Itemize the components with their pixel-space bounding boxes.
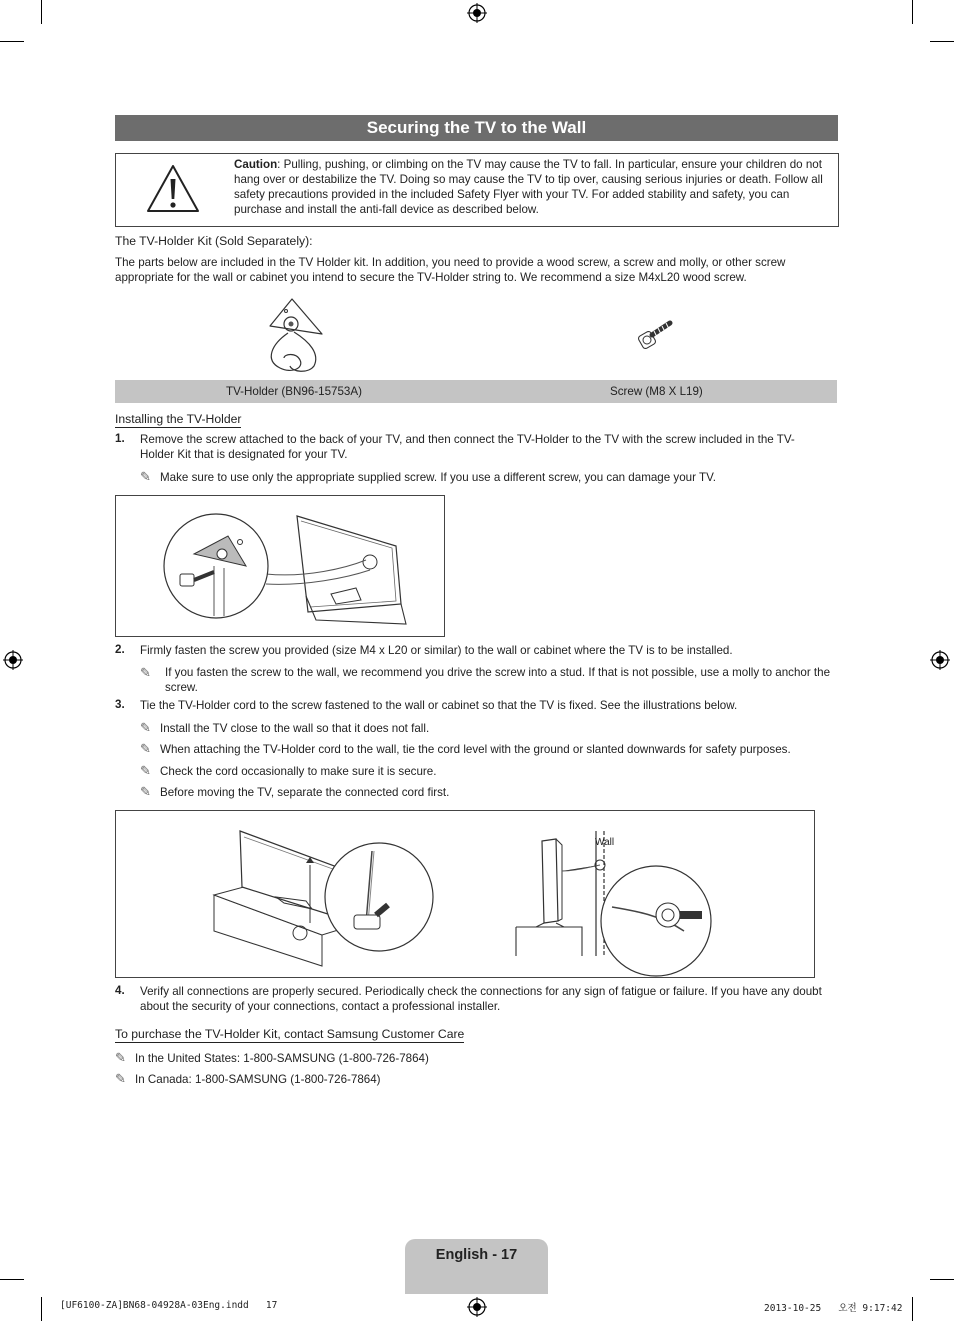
note-text: Make sure to use only the appropriate supplied screw. If you use a different screw, you can damage your TV. xyxy=(160,471,716,484)
note xyxy=(140,784,837,800)
figure-attach-holder xyxy=(115,495,445,637)
part-label-holder: TV-Holder (BN96-15753A) xyxy=(226,385,362,398)
installing-heading-text: Installing the TV-Holder xyxy=(115,412,242,426)
note xyxy=(140,665,837,695)
note-text: In the United States: 1-800-SAMSUNG (1-800-726-7864) xyxy=(135,1052,429,1065)
note xyxy=(140,469,837,485)
wall-label: Wall xyxy=(595,837,615,848)
figure-1-drawing xyxy=(116,496,444,636)
pencil-note-icon: ✎ xyxy=(140,469,151,484)
step-text: Tie the TV-Holder cord to the screw fastened to the wall or cabinet so that the TV is fixed. See the illustrations below. xyxy=(140,699,738,712)
crop-mark xyxy=(930,41,954,42)
pencil-note-icon: ✎ xyxy=(140,784,151,799)
crop-mark xyxy=(912,0,913,24)
crop-mark xyxy=(912,1297,913,1321)
crop-mark xyxy=(41,0,42,24)
step-number: 2. xyxy=(115,643,125,656)
registration-mark-icon xyxy=(930,650,950,670)
pencil-note-icon: ✎ xyxy=(140,665,151,680)
note xyxy=(115,1050,429,1066)
part-label-screw: Screw (M8 X L19) xyxy=(610,385,703,398)
note-text: When attaching the TV-Holder cord to the wall, tie the cord level with the ground or slanted downwards for safety purposes. xyxy=(160,743,791,756)
step-number: 4. xyxy=(115,984,125,997)
note xyxy=(115,1071,381,1087)
parts-table xyxy=(115,380,837,403)
caution-label: Caution xyxy=(234,158,278,171)
page-number-tab: English - 17 xyxy=(405,1239,548,1294)
step-number: 1. xyxy=(115,432,125,445)
step-text: Verify all connections are properly secured. Periodically check the connections for any sign of fatigue or failure. If you have any doubt about the security of your connections, contact a professional installer. xyxy=(140,985,822,1013)
crop-mark xyxy=(0,41,24,42)
tv-holder-illustration xyxy=(262,296,332,374)
step-text: Remove the screw attached to the back of your TV, and then connect the TV-Holder to the TV with the screw included in the TV-Holder Kit that is designated for your TV. xyxy=(140,433,795,461)
note-text: Check the cord occasionally to make sure it is secure. xyxy=(160,765,437,778)
figure-2-drawing xyxy=(116,811,814,977)
pencil-note-icon: ✎ xyxy=(140,763,151,778)
page-title: Securing the TV to the Wall xyxy=(115,115,838,141)
pencil-note-icon: ✎ xyxy=(115,1050,126,1065)
purchase-heading xyxy=(115,1027,464,1041)
caution-body: : Pulling, pushing, or climbing on the TV may cause the TV to fall. In particular, ensure your children do not hang over or destabilize the TV. Doing so may cause the TV to tip over, causing serious injuries or death. Follow all safety precautions provided in the included Safety Flyer with your TV. For added stability and safety, you can purchase and install the anti-fall device as described below. xyxy=(234,158,823,216)
note-text: Install the TV close to the wall so that it does not fall. xyxy=(160,722,430,735)
crop-mark xyxy=(41,1297,42,1321)
print-timestamp: 2013-10-25 오전 9:17:42 xyxy=(764,1303,903,1314)
note xyxy=(140,741,837,757)
step-number: 3. xyxy=(115,698,125,711)
caution-box xyxy=(115,153,839,227)
screw-illustration xyxy=(637,319,675,351)
figure-secure-cord xyxy=(115,810,815,978)
note xyxy=(140,763,837,779)
registration-mark-icon xyxy=(3,650,23,670)
note-text: If you fasten the screw to the wall, we recommend you drive the screw into a stud. If that is not possible, use a molly to anchor the screw. xyxy=(165,666,831,694)
pencil-note-icon: ✎ xyxy=(115,1071,126,1086)
crop-mark xyxy=(0,1279,24,1280)
note-text: In Canada: 1-800-SAMSUNG (1-800-726-7864) xyxy=(135,1073,381,1086)
kit-intro: The parts below are included in the TV Holder kit. In addition, you need to provide a wood screw, a screw and molly, or other screw appropriate for the wall or cabinet you intend to secure the TV-Holder string to. We recommend a size M4xL20 wood screw. xyxy=(115,256,786,284)
kit-heading: The TV-Holder Kit (Sold Separately): xyxy=(115,234,313,248)
note xyxy=(140,720,837,736)
warning-triangle-icon xyxy=(145,163,201,215)
crop-mark xyxy=(930,1279,954,1280)
file-name: [UF6100-ZA]BN68-04928A-03Eng.indd 17 xyxy=(60,1300,278,1311)
step-text: Firmly fasten the screw you provided (size M4 x L20 or similar) to the wall or cabinet where the TV is to be installed. xyxy=(140,644,733,657)
purchase-heading-text: To purchase the TV-Holder Kit, contact Samsung Customer Care xyxy=(115,1027,465,1041)
caution-text xyxy=(234,157,832,217)
pencil-note-icon: ✎ xyxy=(140,720,151,735)
installing-heading xyxy=(115,412,241,426)
registration-mark-icon xyxy=(467,1297,487,1317)
pencil-note-icon: ✎ xyxy=(140,741,151,756)
note-text: Before moving the TV, separate the connected cord first. xyxy=(160,786,450,799)
registration-mark-icon xyxy=(467,3,487,23)
